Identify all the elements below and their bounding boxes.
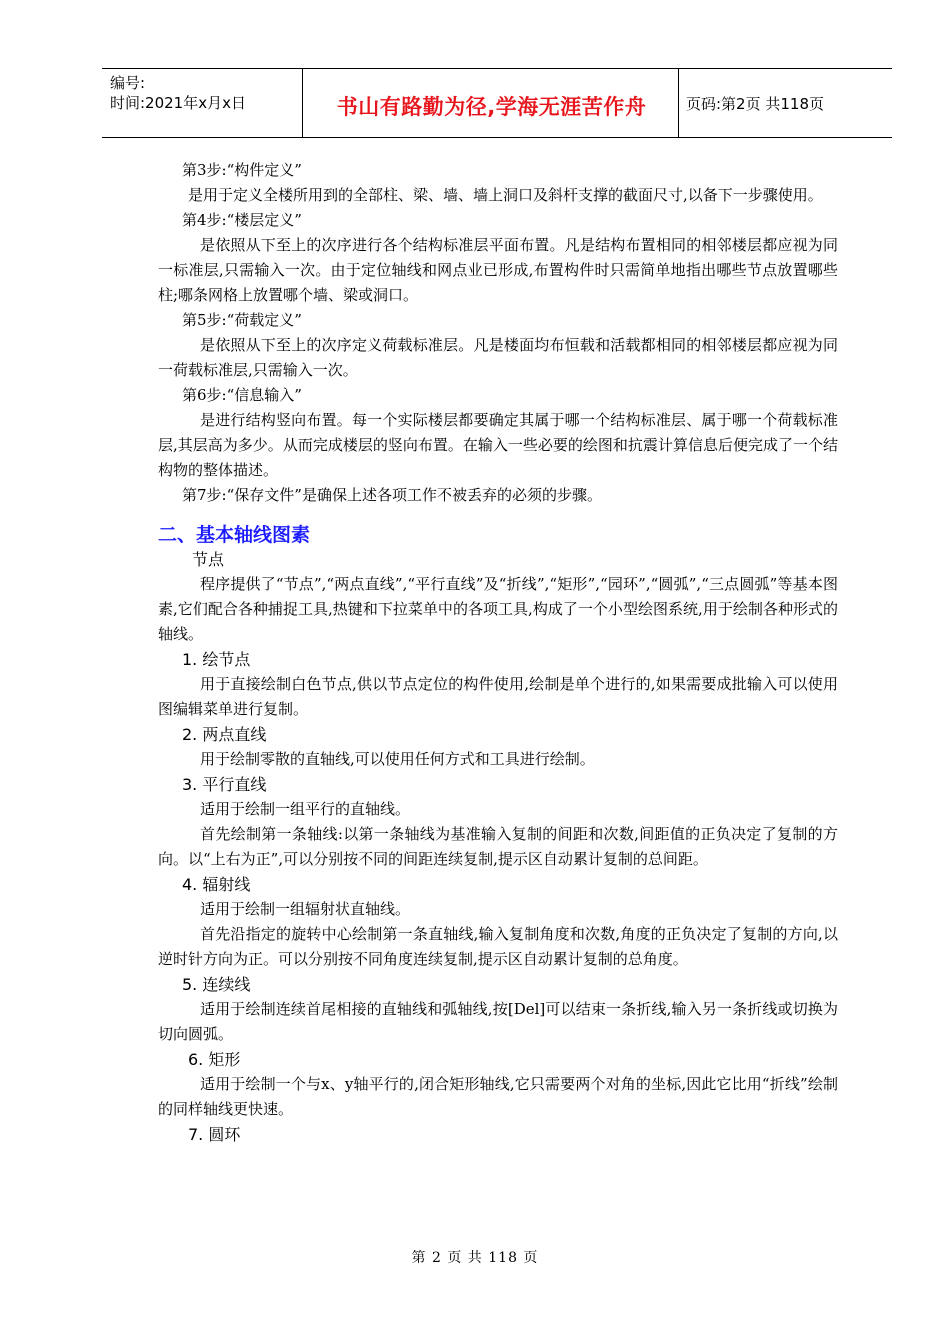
item1-text: 用于直接绘制白色节点,供以节点定位的构件使用,绘制是单个进行的,如果需要成批输入可以使用图编辑菜单进行复制。: [158, 675, 838, 718]
time-label: 时间:2021年x月x日: [110, 94, 246, 112]
item4-text2: 首先沿指定的旋转中心绘制第一条直轴线,输入复制角度和次数,角度的正负决定了复制的方向,以逆时针方向为正。可以分别按不同角度连续复制,提示区自动累计复制的总角度。: [158, 925, 838, 968]
item4-text1: 适用于绘制一组辐射状直轴线。: [200, 900, 411, 918]
step5-title: 第5步:“荷载定义”: [182, 311, 302, 329]
node-intro: 程序提供了“节点”,“两点直线”,“平行直线”及“折线”,“矩形”,“园环”,“圆弧”,“三点圆弧”等基本图素,它们配合各种捕捉工具,热键和下拉菜单中的各项工具,构成了一个小型绘图系统,用于绘制各种形式的轴线。: [158, 575, 838, 643]
document-body: [158, 158, 838, 1147]
step6-title: 第6步:“信息输入”: [182, 386, 302, 404]
section2-heading: 二、基本轴线图素: [158, 524, 311, 546]
item5-heading: 5. 连续线: [182, 975, 251, 994]
step3-text: 是用于定义全楼所用到的全部柱、梁、墙、墙上洞口及斜杆支撑的截面尺寸,以备下一步骤使用。: [188, 186, 823, 204]
step7-text: 是确保上述各项工作不被丢弃的必须的步骤。: [301, 486, 602, 504]
item1-heading: 1. 绘节点: [182, 650, 251, 669]
serial-label: 编号:: [110, 74, 146, 92]
item4-heading: 4. 辐射线: [182, 875, 251, 894]
header-divider: [678, 69, 679, 137]
item2-text: 用于绘制零散的直轴线,可以使用任何方式和工具进行绘制。: [200, 750, 595, 768]
step5-text: 是依照从下至上的次序定义荷载标准层。凡是楼面均布恒载和活载都相同的相邻楼层都应视为同一荷载标准层,只需输入一次。: [158, 336, 838, 379]
header-divider: [302, 69, 303, 137]
step4-text: 是依照从下至上的次序进行各个结构标准层平面布置。凡是结构布置相同的相邻楼层都应视为同一标准层,只需输入一次。由于定位轴线和网点业已形成,布置构件时只需简单地指出哪些节点放置哪些柱;哪条网格上放置哪个墙、梁或洞口。: [158, 236, 838, 304]
item7-heading: 7. 圆环: [188, 1125, 241, 1144]
item3-text1: 适用于绘制一组平行的直轴线。: [200, 800, 411, 818]
item6-heading: 6. 矩形: [188, 1050, 241, 1069]
step4-title: 第4步:“楼层定义”: [182, 211, 302, 229]
item2-heading: 2. 两点直线: [182, 725, 267, 744]
header-meta: [110, 73, 246, 113]
item6-text: 适用于绘制一个与x、y轴平行的,闭合矩形轴线,它只需要两个对角的坐标,因此它比用“折线”绘制的同样轴线更快速。: [158, 1075, 838, 1118]
step7-line: [158, 483, 838, 508]
page-header: [102, 68, 892, 138]
item3-heading: 3. 平行直线: [182, 775, 267, 794]
node-heading: 节点: [192, 550, 225, 569]
step7-title: 第7步:“保存文件”: [182, 486, 302, 504]
page-footer: 第 2 页 共 118 页: [411, 1250, 539, 1266]
step3-title: 第3步:“构件定义”: [182, 161, 302, 179]
item3-text2: 首先绘制第一条轴线:以第一条轴线为基准输入复制的间距和次数,间距值的正负决定了复制的方向。以“上右为正”,可以分别按不同的间距连续复制,提示区自动累计复制的总间距。: [158, 825, 838, 868]
item5-text: 适用于绘制连续首尾相接的直轴线和弧轴线,按[Del]可以结束一条折线,输入另一条折线或切换为切向圆弧。: [158, 1000, 838, 1043]
header-motto: 书山有路勤为径,学海无涯苦作舟: [336, 95, 647, 119]
header-page-label: 页码:第2页 共118页: [686, 95, 824, 113]
step6-text: 是进行结构竖向布置。每一个实际楼层都要确定其属于哪一个结构标准层、属于哪一个荷载标准层,其层高为多少。从而完成楼层的竖向布置。在输入一些必要的绘图和抗震计算信息后便完成了一个结构物的整体描述。: [158, 411, 838, 479]
